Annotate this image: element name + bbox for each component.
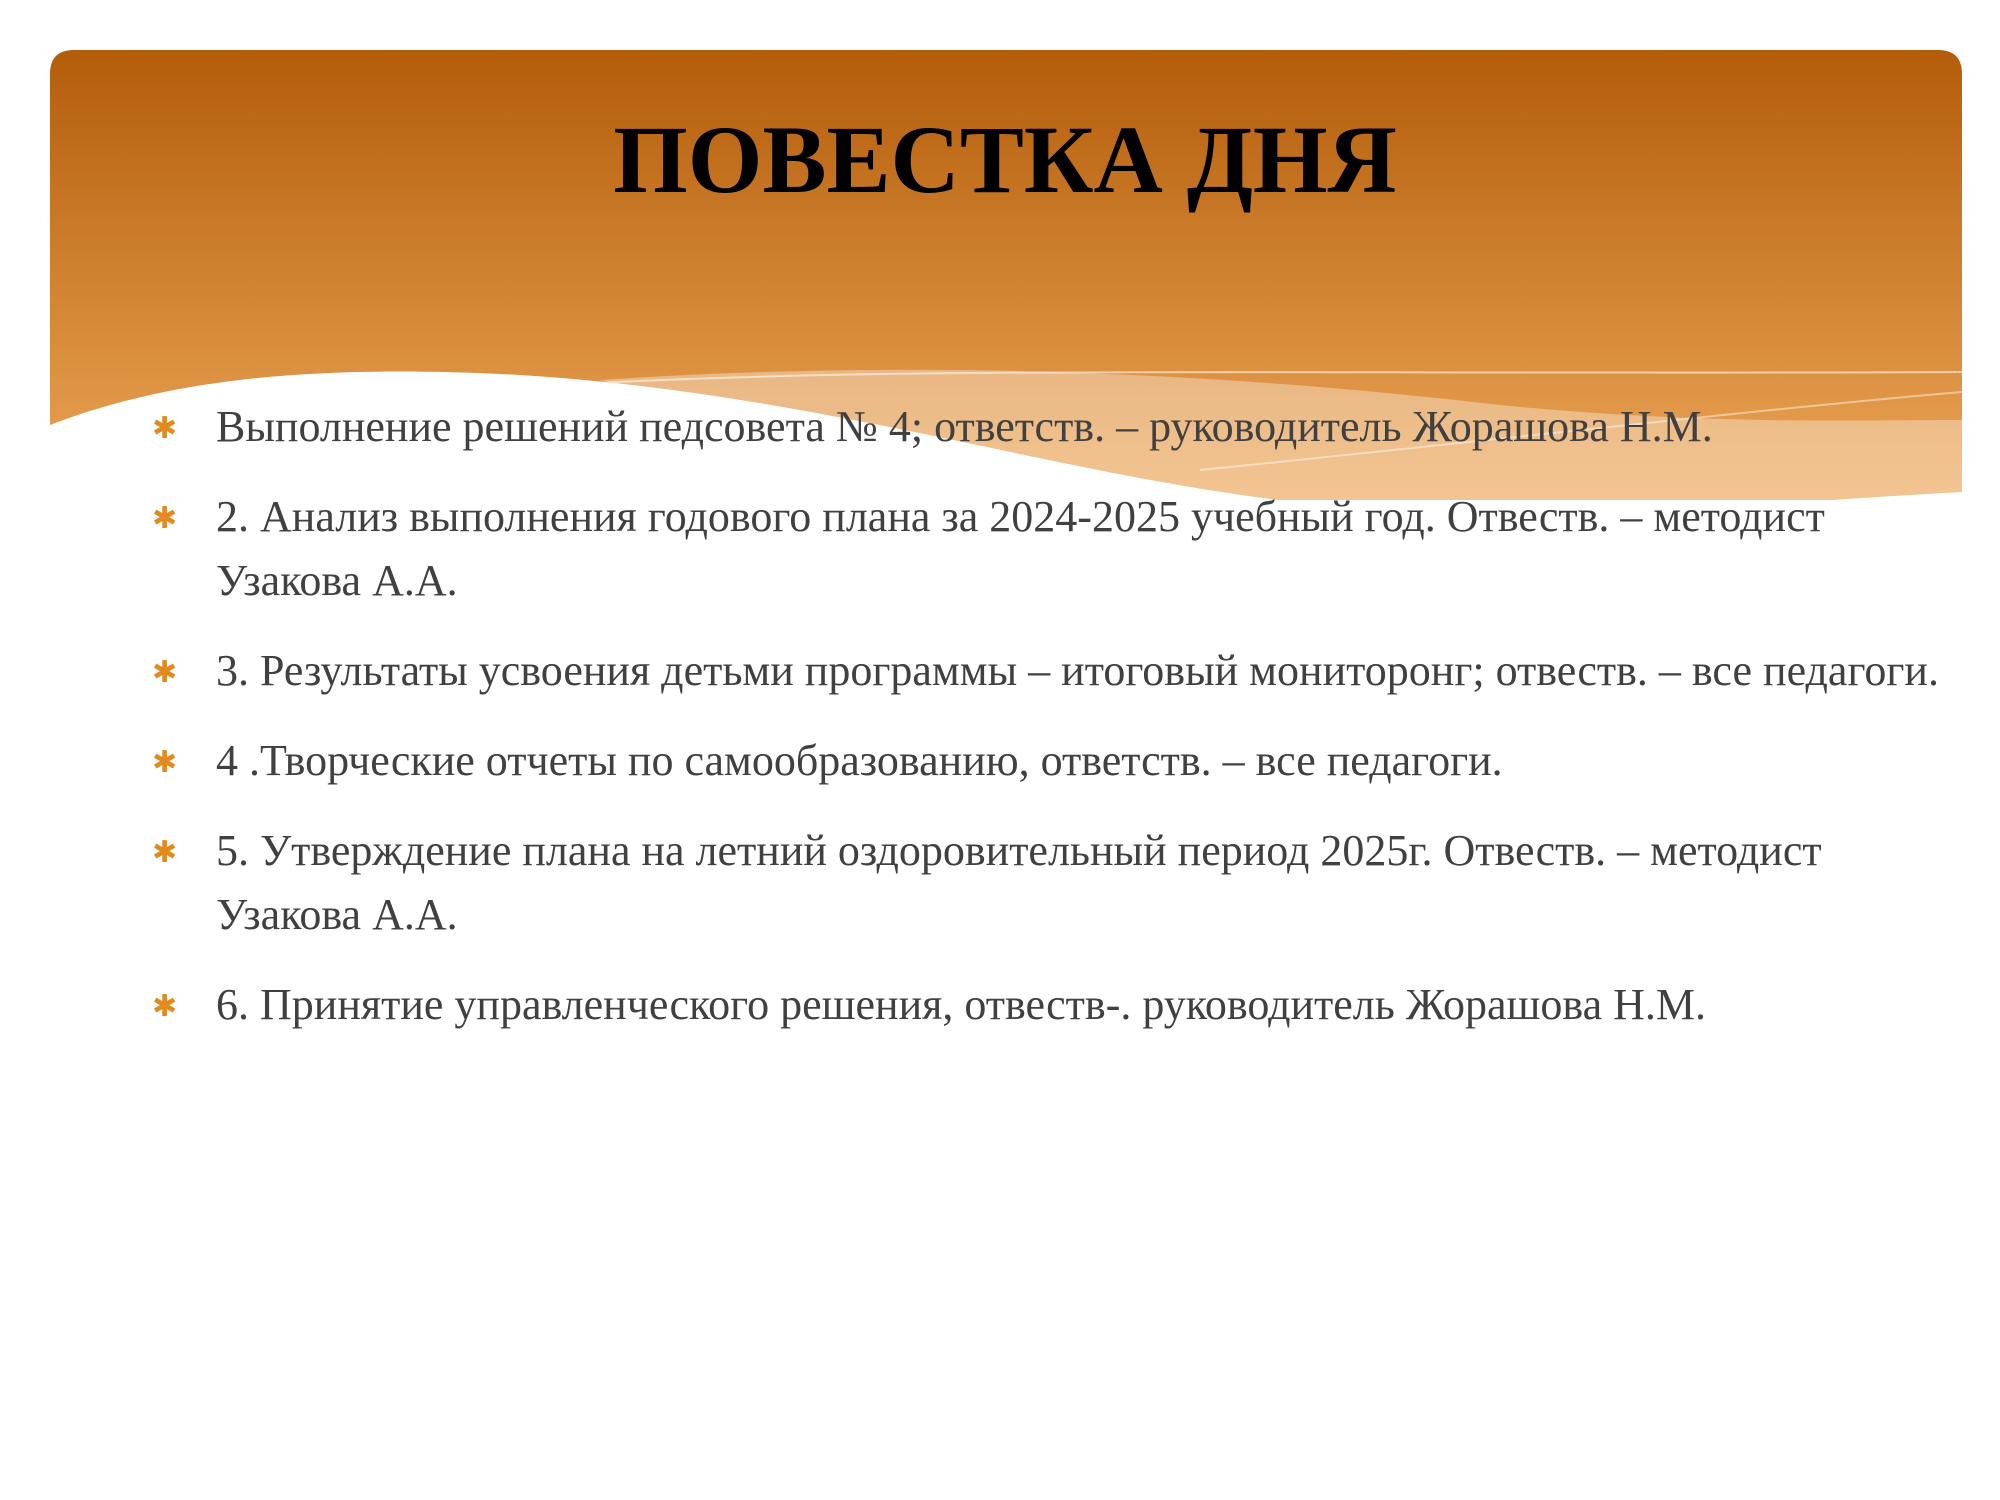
- list-item: [152, 639, 1942, 703]
- agenda-item-text: 2. Анализ выполнения годового плана за 2024-2025 учебный год. Отвеств. – методист Узакова А.А.: [216, 492, 1825, 605]
- agenda-item-text: 3. Результаты усвоения детьми программы – итоговый мониторонг; отвеств. – все педагоги.: [216, 646, 1939, 695]
- list-item: [152, 973, 1942, 1037]
- agenda-list: [152, 395, 1942, 1063]
- agenda-item-text: 5. Утверждение плана на летний оздоровительный период 2025г. Отвеств. – методист Узакова А.А.: [216, 826, 1822, 939]
- list-item: [152, 485, 1942, 613]
- asterisk-icon: ✱: [152, 835, 178, 870]
- agenda-item-text: 6. Принятие управленческого решения, отвеств-. руководитель Жорашова Н.М.: [216, 980, 1707, 1029]
- agenda-item-text: 4 .Творческие отчеты по самообразованию, ответств. – все педагоги.: [216, 736, 1503, 785]
- asterisk-icon: ✱: [152, 989, 178, 1024]
- list-item: [152, 729, 1942, 793]
- asterisk-icon: ✱: [152, 745, 178, 780]
- agenda-item-text: Выполнение решений педсовета № 4; ответств. – руководитель Жорашова Н.М.: [216, 402, 1713, 451]
- list-item: [152, 819, 1942, 947]
- asterisk-icon: ✱: [152, 501, 178, 536]
- slide-title: ПОВЕСТКА ДНЯ: [613, 106, 1397, 213]
- asterisk-icon: ✱: [152, 655, 178, 690]
- list-item: [152, 395, 1942, 459]
- asterisk-icon: ✱: [152, 411, 178, 446]
